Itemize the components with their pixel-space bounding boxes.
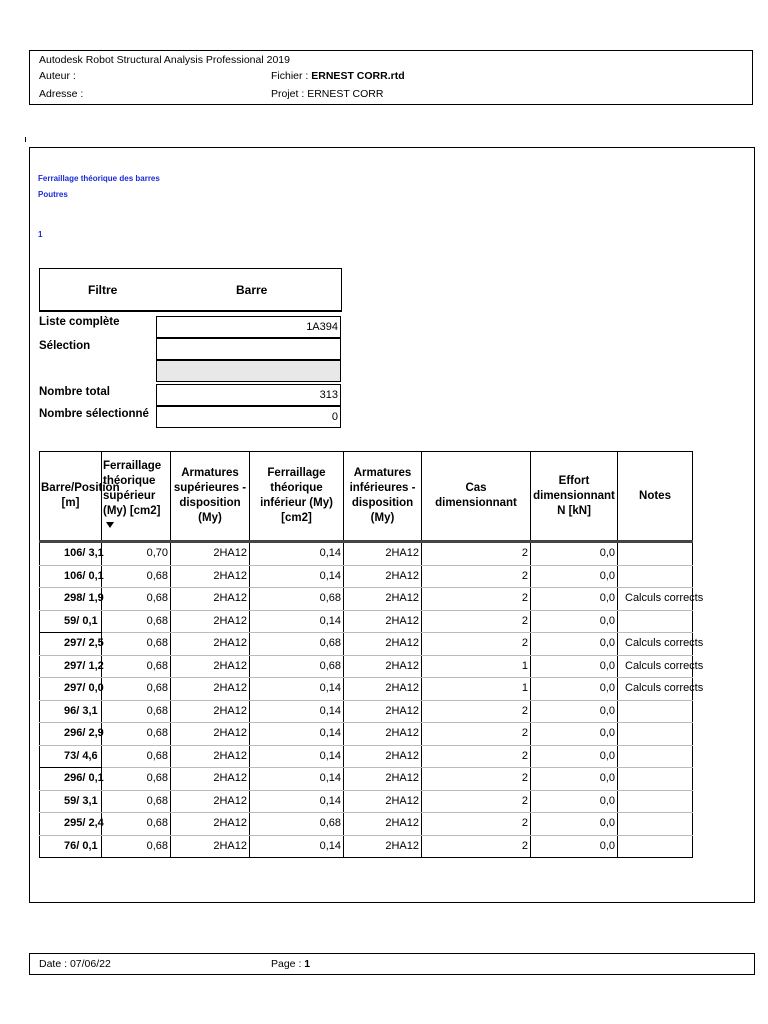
cell-lower-bars: 2HA12 bbox=[344, 723, 422, 746]
cell-upper-area: 0,68 bbox=[102, 678, 171, 701]
cell-upper-area: 0,68 bbox=[102, 700, 171, 723]
cell-design-force: 0,0 bbox=[531, 655, 618, 678]
cell-notes bbox=[618, 835, 693, 858]
col-header-upper-bars[interactable]: Armatures supérieures - disposition (My) bbox=[171, 452, 250, 542]
cell-upper-bars: 2HA12 bbox=[171, 723, 250, 746]
col-header-bar-position[interactable]: Barre/Position [m] bbox=[40, 452, 102, 542]
cell-lower-bars: 2HA12 bbox=[344, 790, 422, 813]
cell-upper-bars: 2HA12 bbox=[171, 790, 250, 813]
cell-design-case: 2 bbox=[422, 723, 531, 746]
cell-design-case: 2 bbox=[422, 745, 531, 768]
page-label: Page : bbox=[271, 958, 302, 970]
cell-upper-area: 0,68 bbox=[102, 565, 171, 588]
section-number: 1 bbox=[38, 230, 43, 239]
cell-lower-bars: 2HA12 bbox=[344, 542, 422, 566]
cell-upper-bars: 2HA12 bbox=[171, 610, 250, 633]
cell-upper-bars: 2HA12 bbox=[171, 768, 250, 791]
cell-lower-area: 0,14 bbox=[250, 678, 344, 701]
cell-upper-area: 0,70 bbox=[102, 542, 171, 566]
cell-lower-bars: 2HA12 bbox=[344, 813, 422, 836]
cell-bar-position: 297/ 2,5 bbox=[40, 633, 102, 656]
cell-notes bbox=[618, 700, 693, 723]
cell-bar-position: 59/ 3,1 bbox=[40, 790, 102, 813]
cell-design-force: 0,0 bbox=[531, 790, 618, 813]
date-value: 07/06/22 bbox=[69, 958, 111, 970]
filter-label-selected: Nombre sélectionné bbox=[39, 408, 149, 420]
cell-bar-position: 76/ 0,1 bbox=[40, 835, 102, 858]
cell-bar-position: 295/ 2,4 bbox=[40, 813, 102, 836]
cell-lower-area: 0,14 bbox=[250, 723, 344, 746]
filter-col-bar: Barre bbox=[236, 283, 268, 297]
cell-lower-area: 0,14 bbox=[250, 700, 344, 723]
address-label: Adresse : bbox=[39, 88, 84, 100]
cell-upper-area: 0,68 bbox=[102, 610, 171, 633]
file-value: ERNEST CORR.rtd bbox=[311, 70, 405, 82]
cell-upper-bars: 2HA12 bbox=[171, 678, 250, 701]
cell-upper-area: 0,68 bbox=[102, 633, 171, 656]
cell-notes bbox=[618, 768, 693, 791]
cell-lower-area: 0,14 bbox=[250, 768, 344, 791]
cell-design-force: 0,0 bbox=[531, 610, 618, 633]
project-label: Projet : bbox=[271, 88, 305, 100]
cell-lower-bars: 2HA12 bbox=[344, 655, 422, 678]
cell-design-case: 1 bbox=[422, 678, 531, 701]
sort-desc-icon[interactable] bbox=[106, 522, 114, 528]
cell-bar-position: 296/ 0,1 bbox=[40, 768, 102, 791]
filter-row-selection bbox=[39, 338, 342, 382]
cell-notes bbox=[618, 790, 693, 813]
cell-design-case: 2 bbox=[422, 768, 531, 791]
cell-design-force: 0,0 bbox=[531, 813, 618, 836]
cell-lower-bars: 2HA12 bbox=[344, 745, 422, 768]
report-header bbox=[29, 50, 753, 105]
cell-upper-area: 0,68 bbox=[102, 790, 171, 813]
table-row[interactable] bbox=[40, 588, 693, 611]
table-row[interactable] bbox=[40, 745, 693, 768]
cell-upper-area: 0,68 bbox=[102, 723, 171, 746]
cell-lower-bars: 2HA12 bbox=[344, 768, 422, 791]
col-header-design-force[interactable]: Effort dimensionnant N [kN] bbox=[531, 452, 618, 542]
cell-bar-position: 59/ 0,1 bbox=[40, 610, 102, 633]
cell-upper-bars: 2HA12 bbox=[171, 542, 250, 566]
cell-lower-area: 0,14 bbox=[250, 610, 344, 633]
cell-lower-area: 0,14 bbox=[250, 565, 344, 588]
cell-lower-bars: 2HA12 bbox=[344, 678, 422, 701]
bar-list-input[interactable]: 1A394 bbox=[156, 316, 341, 338]
cell-lower-bars: 2HA12 bbox=[344, 565, 422, 588]
page-field bbox=[271, 954, 310, 974]
cell-notes: Calculs corrects bbox=[618, 678, 693, 701]
section-title: Ferraillage théorique des barres bbox=[38, 174, 160, 183]
table-row[interactable] bbox=[40, 610, 693, 633]
table-row[interactable] bbox=[40, 678, 693, 701]
cell-upper-bars: 2HA12 bbox=[171, 565, 250, 588]
cell-notes bbox=[618, 565, 693, 588]
table-header-row bbox=[40, 452, 693, 542]
cell-design-case: 2 bbox=[422, 565, 531, 588]
cell-lower-bars: 2HA12 bbox=[344, 700, 422, 723]
filter-header bbox=[39, 268, 342, 312]
cell-bar-position: 106/ 0,1 bbox=[40, 565, 102, 588]
cell-bar-position: 73/ 4,6 bbox=[40, 745, 102, 768]
cell-lower-area: 0,68 bbox=[250, 588, 344, 611]
cell-upper-bars: 2HA12 bbox=[171, 813, 250, 836]
cell-notes bbox=[618, 745, 693, 768]
file-label: Fichier : bbox=[271, 70, 309, 82]
col-header-notes[interactable]: Notes bbox=[618, 452, 693, 542]
cell-notes bbox=[618, 813, 693, 836]
cell-design-force: 0,0 bbox=[531, 723, 618, 746]
cell-design-case: 2 bbox=[422, 633, 531, 656]
cell-lower-bars: 2HA12 bbox=[344, 610, 422, 633]
table-row[interactable] bbox=[40, 565, 693, 588]
cell-lower-area: 0,68 bbox=[250, 813, 344, 836]
cell-lower-area: 0,14 bbox=[250, 542, 344, 566]
filter-row-selected bbox=[39, 406, 342, 428]
table-row[interactable] bbox=[40, 813, 693, 836]
cell-design-case: 1 bbox=[422, 655, 531, 678]
cell-upper-area: 0,68 bbox=[102, 655, 171, 678]
report-footer bbox=[29, 953, 755, 975]
software-name: Autodesk Robot Structural Analysis Professional 2019 bbox=[39, 54, 290, 66]
cell-notes: Calculs corrects bbox=[618, 633, 693, 656]
table-row[interactable] bbox=[40, 790, 693, 813]
cell-upper-area: 0,68 bbox=[102, 813, 171, 836]
cell-upper-bars: 2HA12 bbox=[171, 745, 250, 768]
filter-row-total bbox=[39, 384, 342, 406]
reinforcement-table bbox=[39, 451, 704, 858]
project-field bbox=[271, 88, 383, 101]
cell-design-case: 2 bbox=[422, 700, 531, 723]
cell-lower-bars: 2HA12 bbox=[344, 835, 422, 858]
table-row[interactable] bbox=[40, 542, 693, 566]
cell-upper-area: 0,68 bbox=[102, 835, 171, 858]
date-label: Date : bbox=[39, 958, 68, 970]
col-header-lower-reinforcement[interactable]: Ferraillage théorique inférieur (My) [cm2] bbox=[250, 452, 344, 542]
project-value: ERNEST CORR bbox=[307, 88, 384, 100]
filter-panel bbox=[39, 268, 342, 430]
cell-design-force: 0,0 bbox=[531, 565, 618, 588]
cell-design-force: 0,0 bbox=[531, 588, 618, 611]
table-row[interactable] bbox=[40, 835, 693, 858]
cell-bar-position: 296/ 2,9 bbox=[40, 723, 102, 746]
cell-lower-bars: 2HA12 bbox=[344, 633, 422, 656]
date-field bbox=[39, 954, 111, 974]
cell-notes bbox=[618, 610, 693, 633]
page-number: 1 bbox=[304, 958, 311, 970]
cell-design-case: 2 bbox=[422, 790, 531, 813]
cell-bar-position: 297/ 1,2 bbox=[40, 655, 102, 678]
cell-design-force: 0,0 bbox=[531, 633, 618, 656]
col-header-upper-reinforcement[interactable]: Ferraillage théorique supérieur (My) [cm2] bbox=[102, 452, 171, 542]
cell-lower-area: 0,14 bbox=[250, 835, 344, 858]
author-label: Auteur : bbox=[39, 70, 76, 82]
total-count-value: 313 bbox=[156, 384, 341, 406]
cell-bar-position: 106/ 3,1 bbox=[40, 542, 102, 566]
cell-design-force: 0,0 bbox=[531, 678, 618, 701]
cell-lower-area: 0,14 bbox=[250, 790, 344, 813]
cell-bar-position: 297/ 0,0 bbox=[40, 678, 102, 701]
col-header-lower-bars[interactable]: Armatures inférieures - disposition (My) bbox=[344, 452, 422, 542]
cell-upper-area: 0,68 bbox=[102, 588, 171, 611]
table-row[interactable] bbox=[40, 633, 693, 656]
filter-row-complete-list bbox=[39, 316, 342, 338]
filter-label-selection: Sélection bbox=[39, 340, 91, 352]
cell-notes: Calculs corrects bbox=[618, 655, 693, 678]
cell-bar-position: 298/ 1,9 bbox=[40, 588, 102, 611]
cell-design-force: 0,0 bbox=[531, 768, 618, 791]
cell-upper-bars: 2HA12 bbox=[171, 835, 250, 858]
cell-upper-bars: 2HA12 bbox=[171, 655, 250, 678]
cell-design-force: 0,0 bbox=[531, 700, 618, 723]
cell-design-case: 2 bbox=[422, 588, 531, 611]
cell-design-force: 0,0 bbox=[531, 542, 618, 566]
section-subtitle: Poutres bbox=[38, 190, 68, 199]
selection-input[interactable] bbox=[156, 338, 341, 360]
cell-design-case: 2 bbox=[422, 610, 531, 633]
cell-upper-area: 0,68 bbox=[102, 768, 171, 791]
cell-upper-bars: 2HA12 bbox=[171, 633, 250, 656]
cell-design-force: 0,0 bbox=[531, 745, 618, 768]
cell-design-force: 0,0 bbox=[531, 835, 618, 858]
filter-label-complete-list: Liste complète bbox=[39, 316, 120, 328]
main-content bbox=[29, 147, 755, 903]
file-field bbox=[271, 70, 405, 83]
cell-design-case: 2 bbox=[422, 542, 531, 566]
cell-upper-area: 0,68 bbox=[102, 745, 171, 768]
table-row[interactable] bbox=[40, 655, 693, 678]
table-row[interactable] bbox=[40, 723, 693, 746]
col-header-design-case[interactable]: Cas dimensionnant bbox=[422, 452, 531, 542]
cell-design-case: 2 bbox=[422, 835, 531, 858]
cell-notes bbox=[618, 542, 693, 566]
table-row[interactable] bbox=[40, 700, 693, 723]
filter-col-filter: Filtre bbox=[88, 283, 118, 297]
filter-label-total: Nombre total bbox=[39, 386, 110, 398]
cell-lower-area: 0,68 bbox=[250, 655, 344, 678]
cell-design-case: 2 bbox=[422, 813, 531, 836]
cell-bar-position: 96/ 3,1 bbox=[40, 700, 102, 723]
cell-lower-bars: 2HA12 bbox=[344, 588, 422, 611]
table-row[interactable] bbox=[40, 768, 693, 791]
page-tick-mark bbox=[25, 137, 26, 142]
cell-notes bbox=[618, 723, 693, 746]
cell-lower-area: 0,68 bbox=[250, 633, 344, 656]
selected-count-value: 0 bbox=[156, 406, 341, 428]
cell-upper-bars: 2HA12 bbox=[171, 700, 250, 723]
cell-lower-area: 0,14 bbox=[250, 745, 344, 768]
selection-input-extra bbox=[156, 360, 341, 382]
cell-upper-bars: 2HA12 bbox=[171, 588, 250, 611]
cell-notes: Calculs corrects bbox=[618, 588, 693, 611]
